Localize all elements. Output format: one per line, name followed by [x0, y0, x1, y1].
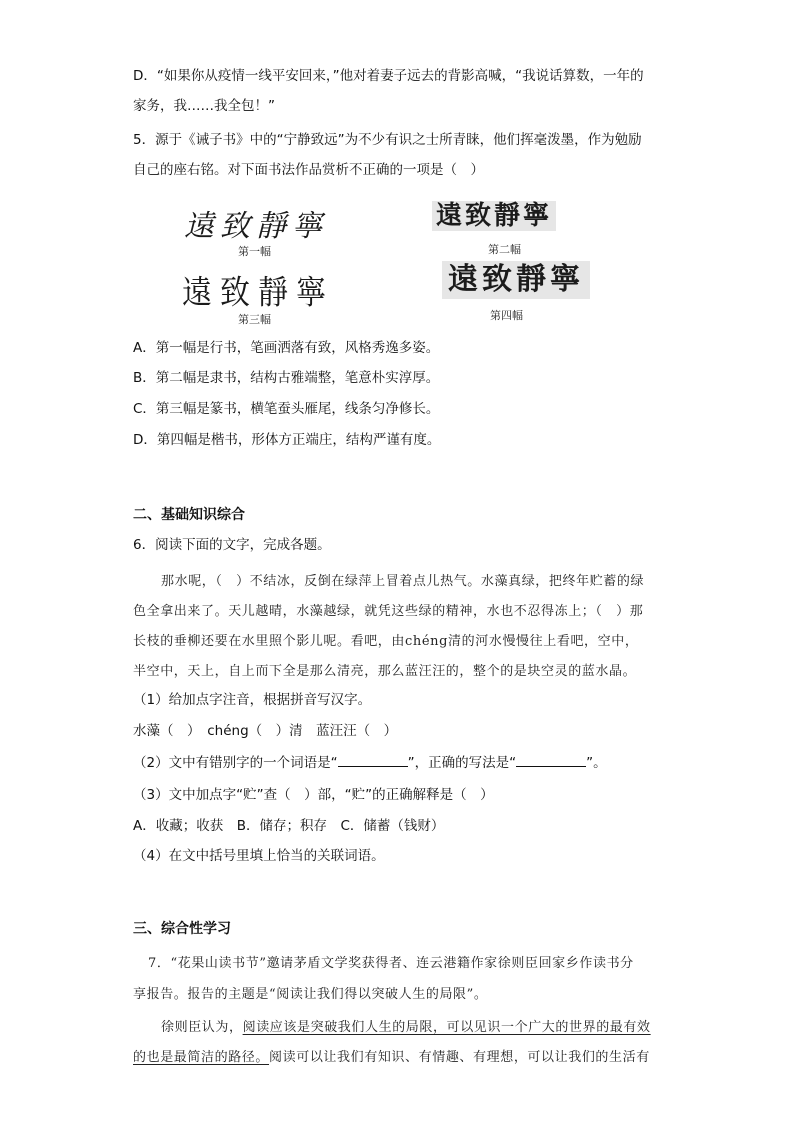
- q7-paragraph-line-2: [133, 1046, 650, 1065]
- q7-paragraph-line-1: [161, 1016, 651, 1035]
- q7-paragraph-line-2-b: 阅读可以让我们有知识、有情趣、有理想，可以让我们的生活有: [269, 1050, 650, 1065]
- calligraphy-work-2: 遠致靜寧: [432, 201, 556, 231]
- calligraphy-caption-4: 第四幅: [490, 309, 523, 322]
- section-2-title: 二、基础知识综合: [133, 507, 245, 523]
- calligraphy-work-1: 遠致靜寧: [184, 209, 328, 244]
- passage-line-1: 那水呢，（ ）不结冰，反倒在绿萍上冒着点儿热气。水藻真绿，把终年贮蓄的绿: [161, 574, 645, 589]
- q7-underlined-quote-1: 阅读应该是突破我们人生的局限，可以见识一个广大的世界的最有效: [242, 1020, 651, 1035]
- q5-option-a: A．第一幅是行书，笔画洒落有致，风格秀逸多姿。: [133, 340, 440, 356]
- q6-sub2-text-c: ”。: [586, 755, 607, 771]
- q6-stem: 6．阅读下面的文字，完成各题。: [133, 537, 331, 553]
- q5-option-d: D．第四幅是楷书，形体方正端庄，结构严谨有度。: [133, 432, 441, 448]
- q5-option-b: B．第二幅是隶书，结构古雅端整，笔意朴实淳厚。: [133, 370, 440, 386]
- q4-option-d-line2: 家务，我……我全包！”: [133, 98, 275, 114]
- calligraphy-figure: [170, 195, 610, 330]
- passage-line-2: 色全拿出来了。天儿越晴，水藻越绿，就凭这些绿的精神，水也不忍得冻上；（ ）那: [133, 604, 644, 619]
- q6-sub2-text-a: （2）文中有错别字的一个词语是“: [133, 755, 338, 771]
- calligraphy-caption-3: 第三幅: [238, 313, 271, 326]
- q6-sub2-text-b: ”，正确的写法是“: [407, 755, 517, 771]
- calligraphy-caption-1: 第一幅: [238, 245, 271, 258]
- calligraphy-work-4: 遠致靜寧: [442, 261, 590, 299]
- q7-underlined-quote-2: 的也是最简洁的路径。: [133, 1050, 270, 1065]
- q6-sub1: （1）给加点字注音，根据拼音写汉字。: [133, 692, 372, 708]
- passage-line-4: 半空中，天上，自上而下全是那么清亮，那么蓝汪汪的，整个的是块空灵的蓝水晶。: [133, 664, 637, 679]
- section-3-title: 三、综合性学习: [133, 921, 231, 937]
- q6-sub2-blank-2[interactable]: [516, 754, 586, 767]
- q5-stem-line1: 5．源于《诫子书》中的“宁静致远”为不少有识之士所青睐，他们挥毫泼墨，作为勉励: [133, 132, 642, 148]
- q6-sub2-blank-1[interactable]: [338, 754, 408, 767]
- q7-line-2: 享报告。报告的主题是“阅读让我们得以突破人生的局限”。: [133, 987, 488, 1002]
- q5-stem-line2: 自己的座右铭。对下面书法作品赏析不正确的一项是（ ）: [133, 162, 484, 178]
- q6-sub2: [133, 753, 607, 773]
- calligraphy-work-3: 遠致靜寧: [182, 273, 334, 313]
- q7-line-1: 7．“花果山读书节”邀请茅盾文学奖获得者、连云港籍作家徐则臣回家乡作读书分: [148, 956, 634, 971]
- q5-option-c: C．第三幅是篆书，横笔蚕头雁尾，线条匀净修长。: [133, 401, 440, 417]
- q6-sub4: （4）在文中括号里填上恰当的关联词语。: [133, 848, 385, 864]
- passage-line-3: 长枝的垂柳还要在水里照个影儿呢。看吧，由chéng清的河水慢慢往上看吧，空中，: [133, 634, 639, 649]
- calligraphy-caption-2: 第二幅: [488, 243, 521, 256]
- q6-sub3-options: A．收藏；收获 B．储存；积存 C．储蓄（钱财）: [133, 818, 445, 834]
- q6-sub1-items: 水藻（ ） chéng（ ）清 蓝汪汪（ ）: [133, 723, 398, 739]
- q4-option-d-line1: D．“如果你从疫情一线平安回来，”他对着妻子远去的背影高喊，“我说话算数，一年的: [133, 68, 644, 84]
- q7-paragraph-line-1-a: 徐则臣认为，: [161, 1020, 243, 1035]
- q6-sub3: （3）文中加点字“贮”查（ ）部，“贮”的正确解释是（ ）: [133, 787, 494, 803]
